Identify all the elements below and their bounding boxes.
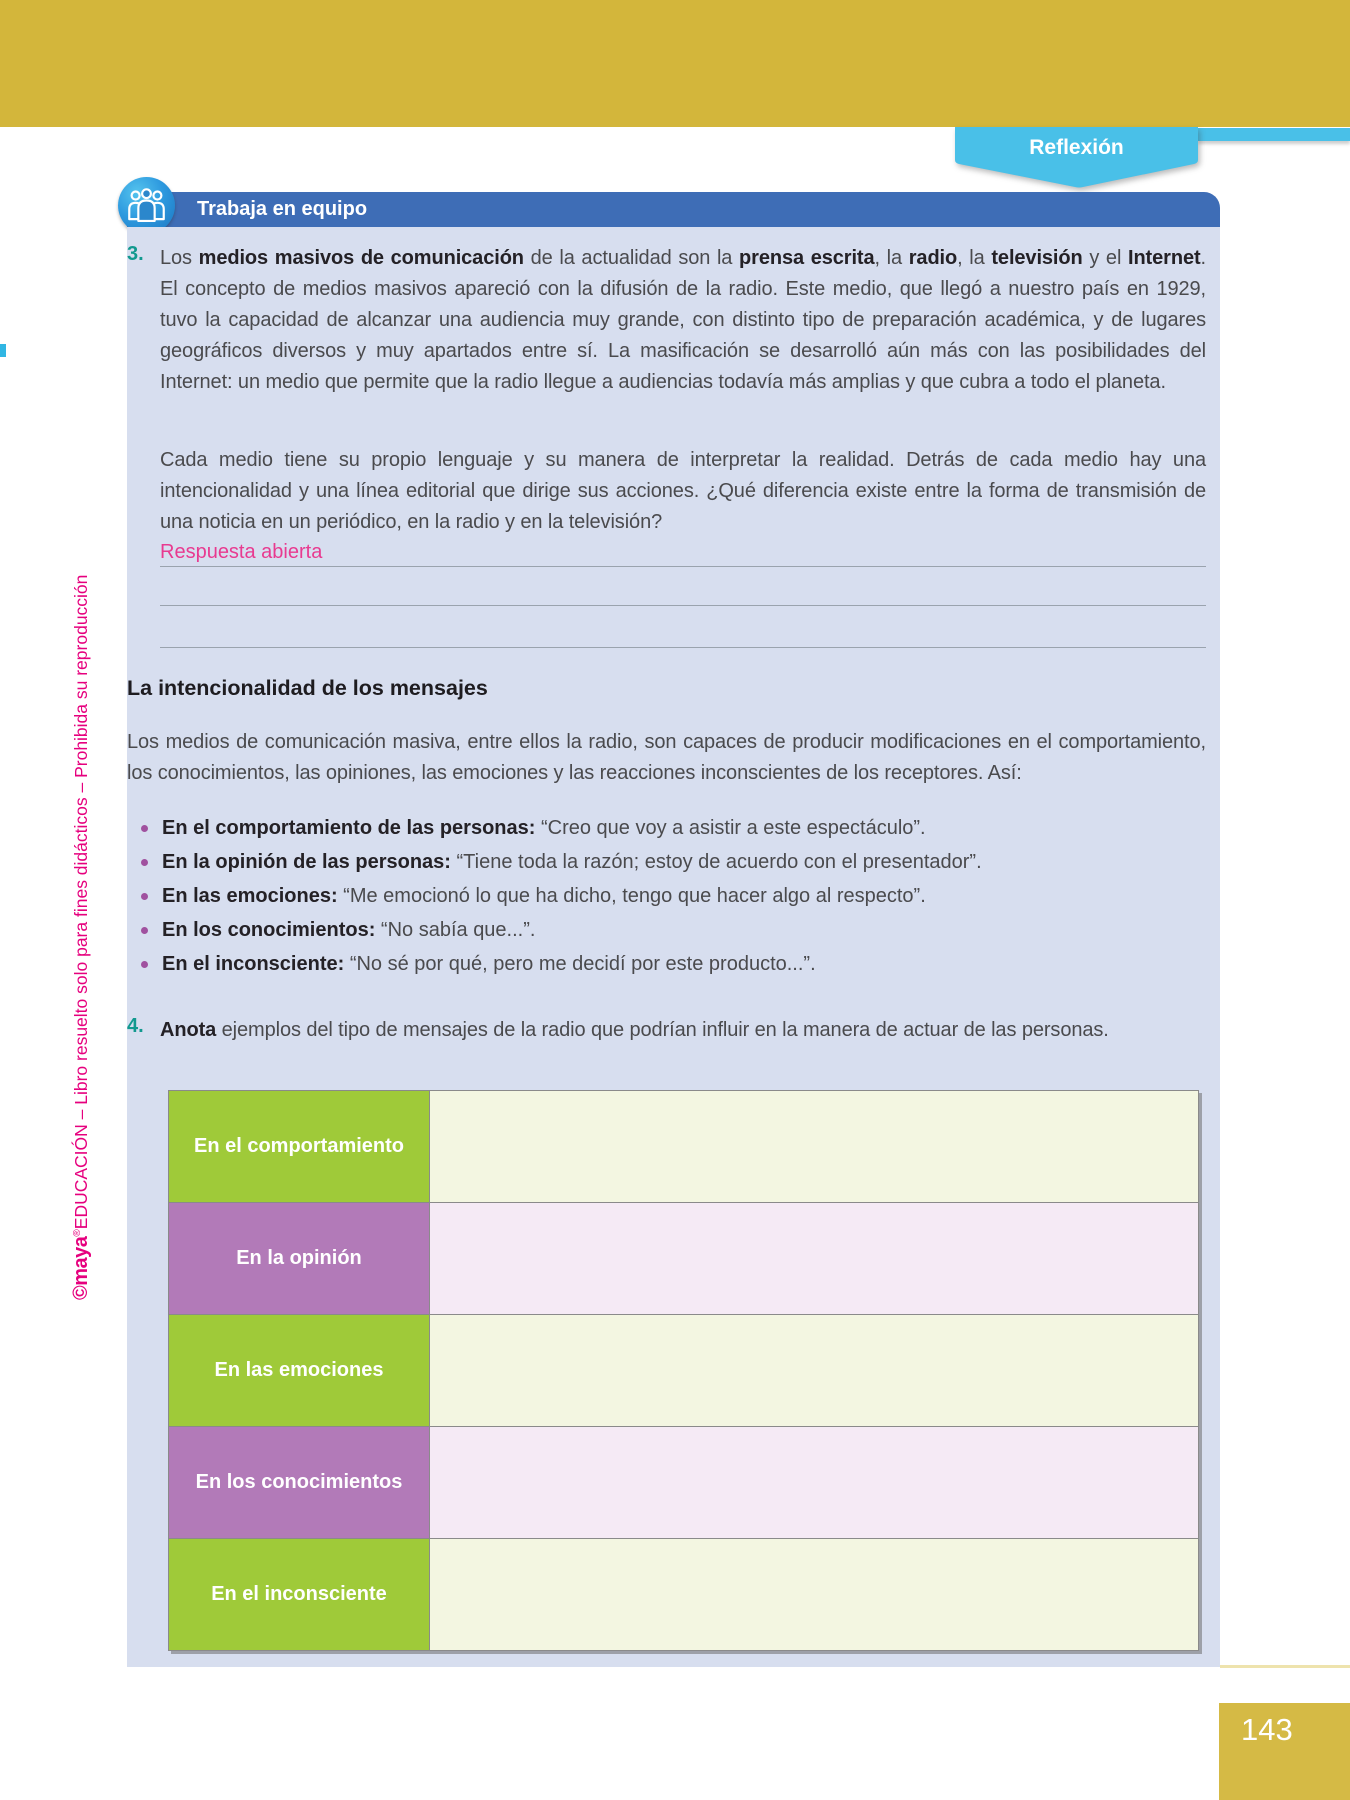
reflexion-badge-label: Reflexión [1029, 136, 1124, 159]
bold-text: prensa escrita [739, 247, 875, 269]
row-answer-cell[interactable] [430, 1539, 1198, 1650]
bullet-quote: “No sé por qué, pero me decidí por este producto...”. [349, 953, 816, 975]
top-gold-band [0, 0, 1350, 127]
item-4-number: 4. [127, 1015, 144, 1037]
bullet-item [135, 954, 1206, 975]
item-3-number: 3. [127, 243, 144, 265]
publisher-logo: ©maya [70, 1236, 92, 1300]
row-label-cell: En las emociones [169, 1315, 430, 1426]
section-intro: Los medios de comunicación masiva, entre ellos la radio, son capaces de producir modificaciones en el comportamiento, los conocimientos, las opiniones, las emociones y las reacciones inconscientes de los receptores. Así: [127, 731, 1206, 784]
item-4-paragraph [160, 1015, 1206, 1046]
text: Los [160, 247, 199, 269]
reflexion-tab-strip [1198, 128, 1350, 141]
section-heading: La intencionalidad de los mensajes [127, 676, 488, 700]
registered-mark: ® [72, 1229, 84, 1237]
text: . El concepto de medios masivos apareció con la difusión de la radio. Este medio, que llegó a nuestro país en 1929, tuvo la capacidad de alcanzar una audiencia muy grande, con distinto tipo de preparación académica, y de lugares geográficos diversos y muy apartados entre sí. La masificación se desarrolló aún más con las posibilidades del Internet: un medio que permite que la radio llegue a audiencias todavía más amplias y que cubra a todo el planeta. [160, 247, 1206, 393]
row-answer-cell[interactable] [430, 1091, 1198, 1202]
team-icon [118, 177, 175, 234]
bullet-label: En las emociones: [162, 885, 344, 907]
item-3-question-paragraph: Cada medio tiene su propio lenguaje y su manera de interpretar la realidad. Detrás de cada medio hay una intencionalidad y una línea editorial que dirige sus acciones. ¿Qué diferencia existe entre la forma de transmisión de una noticia en un periódico, en la radio y en la televisión? [160, 449, 1206, 533]
row-label-cell: En los conocimientos [169, 1427, 430, 1538]
bullet-quote: “Me emocionó lo que ha dicho, tengo que hacer algo al respecto”. [343, 885, 926, 907]
row-answer-cell[interactable] [430, 1203, 1198, 1314]
bullet-quote: “Tiene toda la razón; estoy de acuerdo con el presentador”. [456, 851, 982, 873]
row-label-cell: En el inconsciente [169, 1539, 430, 1650]
text: , la [874, 247, 909, 269]
row-answer-cell[interactable] [430, 1315, 1198, 1426]
answer-line[interactable] [160, 605, 1206, 606]
registration-mark [0, 344, 6, 357]
table-row [169, 1091, 1198, 1202]
bullet-icon [141, 961, 148, 968]
answer-line[interactable] [160, 566, 1206, 567]
bold-text: radio [908, 247, 958, 269]
open-answer-label: Respuesta abierta [160, 541, 323, 563]
answer-line[interactable] [160, 647, 1206, 648]
bold-text: medios masivos de comunicación [198, 247, 524, 269]
bullet-label: En los conocimientos: [162, 919, 381, 941]
bullet-icon [141, 859, 148, 866]
bullet-icon [141, 893, 148, 900]
influence-table [168, 1090, 1199, 1651]
bullet-icon [141, 825, 148, 832]
bullet-label: En la opinión de las personas: [162, 851, 457, 873]
footer-gold-line [1220, 1665, 1350, 1668]
row-answer-cell[interactable] [430, 1427, 1198, 1538]
bold-text: televisión [991, 247, 1083, 269]
bullet-icon [141, 927, 148, 934]
table-row [169, 1538, 1198, 1650]
page-number: 143 [1241, 1712, 1293, 1747]
bullet-item [135, 920, 1206, 941]
text: de la actualidad son la [523, 247, 740, 269]
bullet-item [135, 818, 1206, 839]
copyright-text: EDUCACIÓN – Libro resuelto solo para fines didácticos – Prohibida su reproducción [71, 574, 91, 1230]
item-3-paragraph [160, 243, 1206, 398]
bullet-quote: “No sabía que...”. [380, 919, 536, 941]
text: y el [1082, 247, 1128, 269]
row-label-cell: En el comportamiento [169, 1091, 430, 1202]
bold-text: Anota [160, 1019, 217, 1041]
row-label-cell: En la opinión [169, 1203, 430, 1314]
text: ejemplos del tipo de mensajes de la radio que podrían influir en la manera de actuar de las personas. [216, 1019, 1109, 1041]
table-row [169, 1426, 1198, 1538]
table-row [169, 1202, 1198, 1314]
bullet-item [135, 852, 1206, 873]
copyright-sidebar [70, 410, 93, 1300]
table-row [169, 1314, 1198, 1426]
team-header-title: Trabaja en equipo [197, 198, 368, 220]
bullet-label: En el inconsciente: [162, 953, 350, 975]
bullet-item [135, 886, 1206, 907]
bullet-list [135, 818, 1206, 988]
bullet-quote: “Creo que voy a asistir a este espectáculo”. [540, 817, 926, 839]
text: , la [957, 247, 992, 269]
bullet-label: En el comportamiento de las personas: [162, 817, 541, 839]
bold-text: Internet [1127, 247, 1201, 269]
